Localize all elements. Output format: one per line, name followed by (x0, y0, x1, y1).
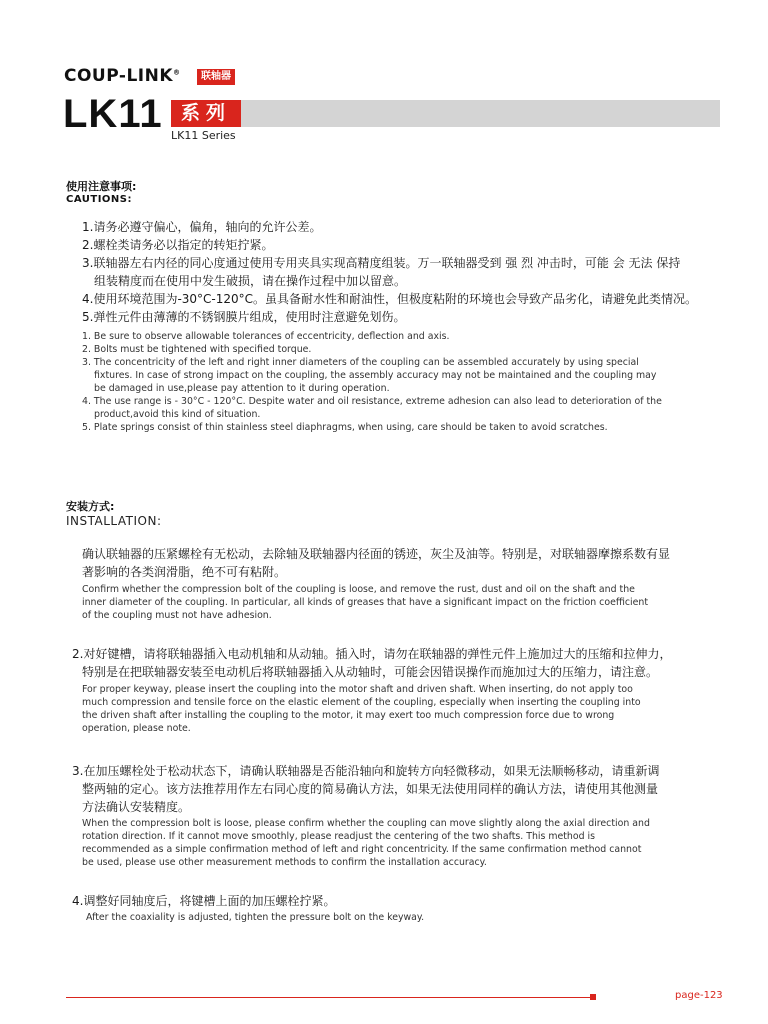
list-item: 3. The concentricity of the left and right inner diameters of the coupling can be assembled accurately by using special (82, 357, 639, 368)
step-en-line: When the compression bolt is loose, please confirm whether the coupling can move slightly along the axial direction and (82, 818, 650, 829)
cautions-cn-list (82, 218, 697, 326)
list-item: 2. Bolts must be tightened with specified torque. (82, 344, 312, 355)
list-item: 5. Plate springs consist of thin stainless steel diaphragms, when using, care should be taken to avoid scratches. (82, 422, 608, 433)
series-cn-badge: 系列 (171, 100, 241, 127)
brand-cn-badge: 联轴器 (197, 69, 235, 85)
step-en-line: inner diameter of the coupling. In particular, all kinds of greases that have a significant impact on the friction coefficient (82, 597, 649, 608)
list-item: 组装精度而在使用中发生破损，请在操作过程中加以留意。 (94, 274, 407, 288)
install-step-2 (72, 645, 671, 735)
step-en-line: much compression and tensile force on the elastic element of the coupling, especially when inserting the coupling into (82, 697, 641, 708)
list-item: 1.请务必遵守偏心，偏角，轴向的允许公差。 (82, 220, 322, 234)
footer-rule (66, 997, 593, 998)
installation-title-cn: 安装方式: (66, 500, 115, 513)
step-cn-line: 整两轴的定心。该方法推荐用作左右同心度的简易确认方法，如果无法使用同样的确认方法，请使用其他测量 (82, 782, 659, 796)
step-cn-line: 特别是在把联轴器安装至电动机后将联轴器插入从动轴时，可能会因错误操作而施加过大的压缩力，请注意。 (82, 665, 659, 679)
cautions-title-cn: 使用注意事项: (66, 180, 137, 193)
step-cn-line: 4.调整好同轴度后，将键槽上面的加压螺栓拧紧。 (72, 894, 336, 908)
list-item: be damaged in use,please pay attention to it during operation. (94, 383, 390, 394)
cautions-en-list (82, 330, 662, 434)
page-number: page-123 (675, 990, 723, 1001)
list-item: product,avoid this kind of situation. (94, 409, 261, 420)
step-en-line: recommended as a simple confirmation method of left and right concentricity. If the same confirmation method cannot (82, 844, 642, 855)
step-en-line: of the coupling must not have adhesion. (82, 610, 272, 621)
list-item: 4. The use range is - 30°C - 120°C. Despite water and oil resistance, extreme adhesion can also lead to deterioration of the (82, 396, 662, 407)
list-item: 3.联轴器左右内径的同心度通过使用专用夹具实现高精度组装。万一联轴器受到 强 烈 冲击时，可能 会 无法 保持 (82, 256, 681, 270)
step-cn-line: 方法确认安装精度。 (82, 800, 191, 814)
step-cn-line: 著影响的各类润滑脂，绝不可有粘附。 (82, 565, 287, 579)
step-en-line: the driven shaft after installing the coupling to the motor, it may exert too much compression force due to wrong (82, 710, 615, 721)
step-cn-line: 3.在加压螺栓处于松动状态下，请确认联轴器是否能沿轴向和旋转方向轻微移动，如果无法顺畅移动，请重新调 (72, 764, 660, 778)
step-en-line: For proper keyway, please insert the coupling into the motor shaft and driven shaft. When inserting, do not apply too (82, 684, 633, 695)
step-en-line: operation, please note. (82, 723, 191, 734)
footer-marker (590, 994, 596, 1000)
step-cn-line: 确认联轴器的压紧螺栓有无松动，去除轴及联轴器内径面的锈迹，灰尘及油等。特别是，对联轴器摩擦系数有显 (82, 547, 671, 561)
list-item: 4.使用环境范围为-30°C-120°C。虽具备耐水性和耐油性，但极度粘附的环境也会导致产品劣化，请避免此类情况。 (82, 292, 698, 306)
list-item: 1. Be sure to observe allowable tolerances of eccentricity, deflection and axis. (82, 331, 450, 342)
install-step-4 (72, 892, 424, 924)
step-en-line: rotation direction. If it cannot move smoothly, please readjust the centering of the two shafts. This method is (82, 831, 596, 842)
installation-title-en: INSTALLATION: (66, 514, 162, 528)
step-en-line: Confirm whether the compression bolt of the coupling is loose, and remove the rust, dust and oil on the shaft and the (82, 584, 635, 595)
cautions-title-en: CAUTIONS: (66, 194, 133, 205)
header-bar (241, 100, 720, 127)
install-step-3 (72, 762, 659, 869)
step-cn-line: 2.对好键槽，请将联轴器插入电动机轴和从动轴。插入时，请勿在联轴器的弹性元件上施加过大的压缩和拉伸力， (72, 647, 672, 661)
list-item: fixtures. In case of strong impact on the coupling, the assembly accuracy may not be maintained and the coupling may (94, 370, 657, 381)
list-item: 5.弹性元件由薄薄的不锈钢膜片组成，使用时注意避免划伤。 (82, 310, 406, 324)
model-title: LK11 (63, 92, 163, 136)
install-step-1 (82, 545, 670, 622)
series-en-label: LK11 Series (171, 129, 236, 142)
step-en-line: be used, please use other measurement methods to confirm the installation accuracy. (82, 857, 487, 868)
step-en-line: After the coaxiality is adjusted, tighten the pressure bolt on the keyway. (86, 912, 425, 923)
list-item: 2.螺栓类请务必以指定的转矩拧紧。 (82, 238, 274, 252)
brand-logo: COUP-LINK® (64, 66, 181, 86)
